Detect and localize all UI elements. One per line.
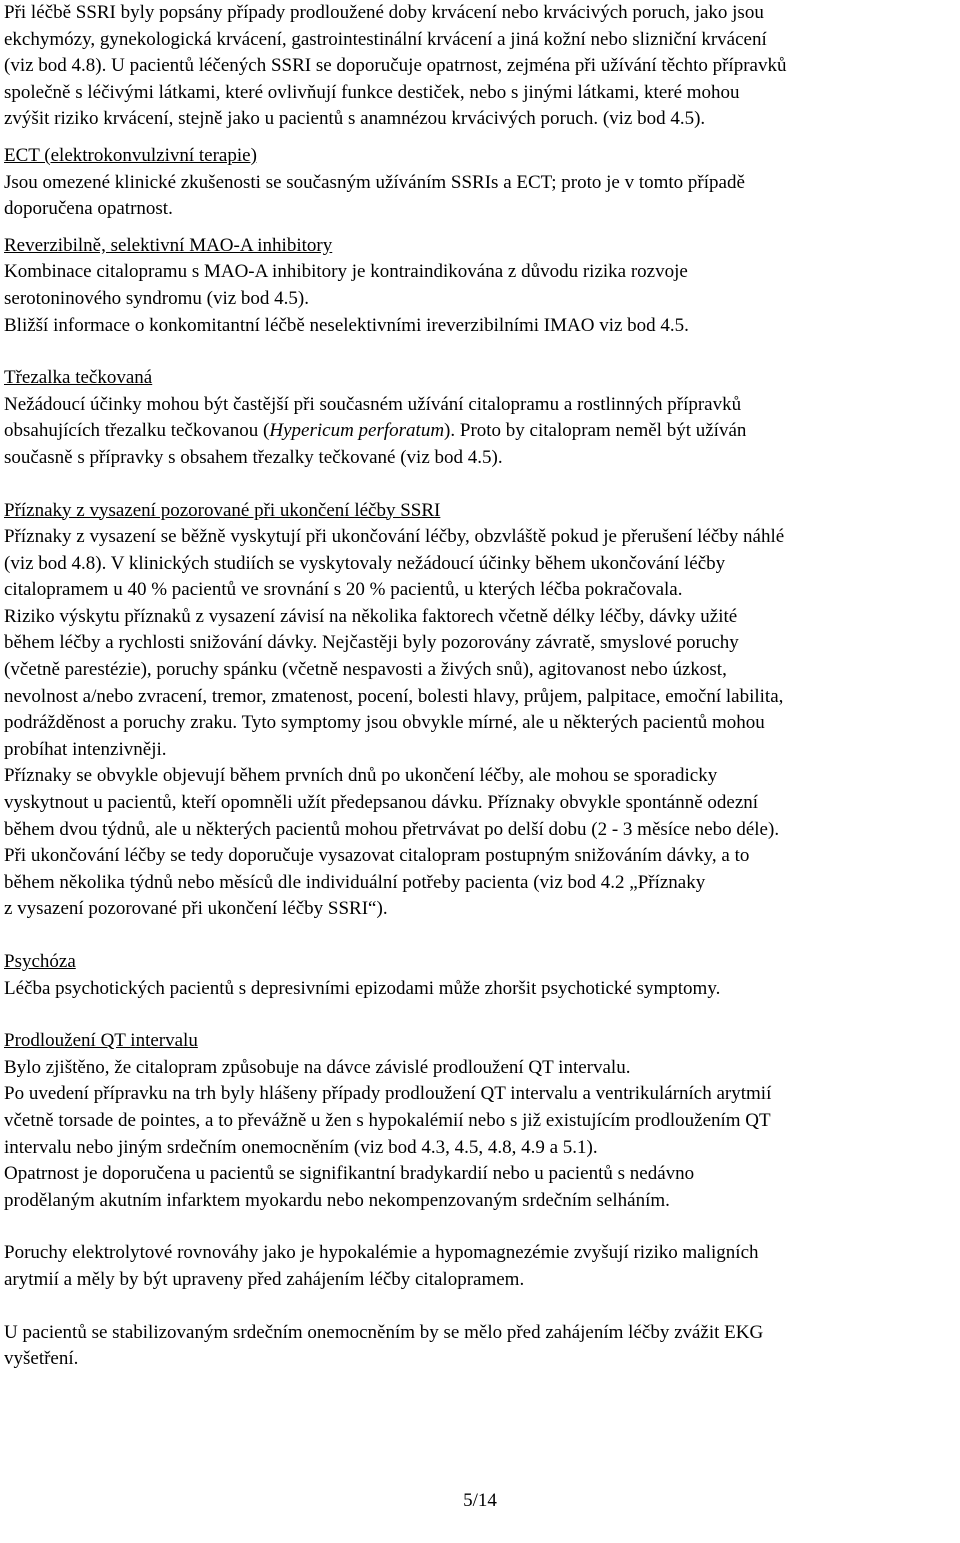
text-line: (viz bod 4.8). U pacientů léčených SSRI se doporučuje opatrnost, zejména při užívání těchto přípravků [4, 55, 787, 77]
text-line: Poruchy elektrolytové rovnováhy jako je hypokalémie a hypomagnezémie zvyšují riziko maligních [4, 1242, 759, 1264]
qt-section [4, 1028, 958, 1214]
text-line: Riziko výskytu příznaků z vysazení závisí na několika faktorech včetně délky léčby, dávky užité [4, 605, 738, 627]
hypericum-heading: Třezalka tečkovaná [4, 367, 153, 389]
text-line: společně s léčivými látkami, které ovlivňují funkce destiček, nebo s jinými látkami, které mohou [4, 81, 740, 103]
text-line: Bližší informace o konkomitantní léčbě neselektivními ireverzibilními IMAO viz bod 4.5. [4, 314, 689, 336]
text-line: podrážděnost a poruchy zraku. Tyto symptomy jsou obvykle mírné, ale u některých pacientů mohou [4, 712, 765, 734]
text-line: prodělaným akutním infarktem myokardu nebo nekompenzovaným srdečním selháním. [4, 1189, 670, 1211]
hypericum-section [4, 365, 958, 471]
text-line: během několika týdnů nebo měsíců dle individuální potřeby pacienta (viz bod 4.2 „Příznaky [4, 871, 706, 893]
text-line: Při léčbě SSRI byly popsány případy prodloužené doby krvácení nebo krvácivých poruch, jako jsou [4, 2, 764, 23]
psychosis-heading: Psychóza [4, 951, 76, 972]
text-line: Kombinace citalopramu s MAO-A inhibitory je kontraindikována z důvodu rizika rozvoje [4, 261, 688, 283]
text-line: (viz bod 4.8). V klinických studiích se vyskytovaly nežádoucí účinky během ukončování léčby [4, 552, 726, 574]
mao-section [4, 233, 958, 339]
text-line: probíhat intenzivněji. [4, 738, 167, 760]
text-line: vyskytnout u pacientů, kteří opomněli užít předepsanou dávku. Příznaky obvykle spontánně odezní [4, 792, 759, 814]
document-page [4, 0, 958, 1373]
latin-name: Hypericum perforatum [269, 420, 445, 442]
text-line: během léčby a rychlosti snižování dávky. Nejčastěji byly pozorovány závratě, smyslové poruchy [4, 632, 739, 654]
text-line: ekchymózy, gynekologická krvácení, gastrointestinální krvácení a jiná kožní nebo slizniční krvácení [4, 28, 767, 50]
text-line: Příznaky z vysazení se běžně vyskytují při ukončování léčby, obzvláště pokud je přerušení léčby náhlé [4, 526, 785, 548]
text-line: serotoninového syndromu (viz bod 4.5). [4, 287, 310, 309]
text-line: Při ukončování léčby se tedy doporučuje vysazovat citalopram postupným snižováním dávky, a to [4, 845, 750, 867]
text-line: arytmií a měly by být upraveny před zahájením léčby citalopramem. [4, 1268, 525, 1290]
text-line: Jsou omezené klinické zkušenosti se současným užíváním SSRIs a ECT; proto je v tomto případě [4, 171, 745, 193]
text-line: doporučena opatrnost. [4, 198, 173, 220]
text-line: Příznaky se obvykle objevují během prvních dnů po ukončení léčby, ale mohou se sporadicky [4, 765, 718, 787]
text-line: současně s přípravky s obsahem třezalky tečkované (viz bod 4.5). [4, 446, 503, 468]
text-line: (včetně parestézie), poruchy spánku (včetně nespavosti a živých snů), agitovanost nebo úzkost, [4, 659, 727, 681]
ect-section [4, 143, 958, 223]
text-line: vyšetření. [4, 1348, 79, 1370]
text-line: U pacientů se stabilizovaným srdečním onemocněním by se mělo před zahájením léčby zvážit EKG [4, 1321, 764, 1343]
text-run: obsahujících třezalku tečkovanou ( [4, 420, 270, 442]
electrolytes-paragraph [4, 1240, 958, 1293]
psychosis-section [4, 949, 958, 1002]
ect-heading: ECT (elektrokonvulzivní terapie) [4, 144, 257, 166]
withdrawal-section [4, 498, 958, 924]
page-number: 5/14 [463, 1490, 497, 1511]
text-line: Bylo zjištěno, že citalopram způsobuje na dávce závislé prodloužení QT intervalu. [4, 1056, 631, 1078]
text-line: během dvou týdnů, ale u některých pacientů mohou přetrvávat po delší dobu (2 - 3 měsíce nebo déle). [4, 818, 780, 840]
text-run: ). Proto by citalopram neměl být užíván [444, 420, 747, 442]
text-line: nevolnost a/nebo zvracení, tremor, zmatenost, pocení, bolesti hlavy, průjem, palpitace, emoční labilita, [4, 685, 784, 707]
qt-heading: Prodloužení QT intervalu [4, 1030, 198, 1052]
bleeding-paragraph [4, 0, 958, 133]
ekg-paragraph [4, 1320, 958, 1373]
text-line: Opatrnost je doporučena u pacientů se signifikantní bradykardií nebo u pacientů s nedávno [4, 1163, 695, 1185]
text-line: Léčba psychotických pacientů s depresivními epizodami může zhoršit psychotické symptomy. [4, 977, 721, 999]
withdrawal-heading: Příznaky z vysazení pozorované při ukončení léčby SSRI [4, 499, 441, 521]
text-line [4, 418, 958, 445]
mao-heading: Reverzibilně, selektivní MAO-A inhibitory [4, 234, 333, 256]
text-line: včetně torsade de pointes, a to převážně u žen s hypokalémií nebo s již existujícím prodloužením QT [4, 1109, 771, 1131]
text-line: zvýšit riziko krvácení, stejně jako u pacientů s anamnézou krvácivých poruch. (viz bod 4.5). [4, 108, 706, 130]
text-line: citalopramem u 40 % pacientů ve srovnání s 20 % pacientů, u kterých léčba pokračovala. [4, 579, 683, 601]
text-line: Po uvedení přípravku na trh byly hlášeny případy prodloužení QT intervalu a ventrikulárních arytmií [4, 1083, 772, 1105]
text-line: Nežádoucí účinky mohou být častější při současném užívání citalopramu a rostlinných přípravků [4, 393, 742, 415]
text-line: intervalu nebo jiným srdečním onemocněním (viz bod 4.3, 4.5, 4.8, 4.9 a 5.1). [4, 1136, 598, 1158]
text-line: z vysazení pozorované při ukončení léčby SSRI“). [4, 898, 388, 920]
